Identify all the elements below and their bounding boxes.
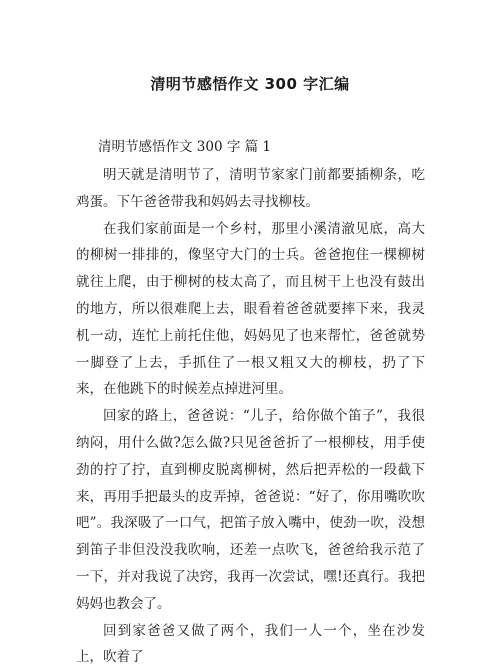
section-heading: 清明节感悟作文 300 字 篇 1 [98, 139, 272, 155]
document-title: 清明节感悟作文 300 字汇编 [150, 75, 350, 93]
paragraph: 回家的路上，爸爸说：“儿子，给你做个笛子”，我很纳闷，用什么做?怎么做?只见爸爸折了一根柳枝，用手使劲的拧了拧，直到柳皮脱离柳树，然后把弄松的一段截下来，再用手把最头的皮弄掉，爸爸说：“好了，你用嘴吹吹吧”。我深吸了一口气，把笛子放入嘴中，使劲一吹，没想到笛子非但没没我吹响，还差一点吹飞，爸爸给我示范了一下，并对我说了决窍，我再一次尝试，嘿!还真行。我把妈妈也教会了。 [76, 408, 425, 612]
paragraph: 明天就是清明节了，清明节家家门前都要插柳条，吃鸡蛋。下午爸爸带我和妈妈去寻找柳枝。 [76, 167, 425, 210]
paragraph: 回到家爸爸又做了两个，我们一人一个，坐在沙发上，吹着了 [76, 622, 425, 666]
essay-body [76, 162, 425, 671]
paragraph: 在我们家前面是一个乡村，那里小溪清澈见底，高大的柳树一排排的，像坚守大门的士兵。爸爸抱住一棵柳树就往上爬，由于柳树的枝太高了，而且树干上也没有鼓出的地方，所以很难爬上去，眼看着爸爸就要摔下来，我灵机一动，连忙上前托住他，妈妈见了也来帮忙，爸爸就势一脚登了上去，手抓住了一根又粗又大的柳枝，扔了下来，在他跳下的时候差点掉进河里。 [76, 220, 425, 398]
